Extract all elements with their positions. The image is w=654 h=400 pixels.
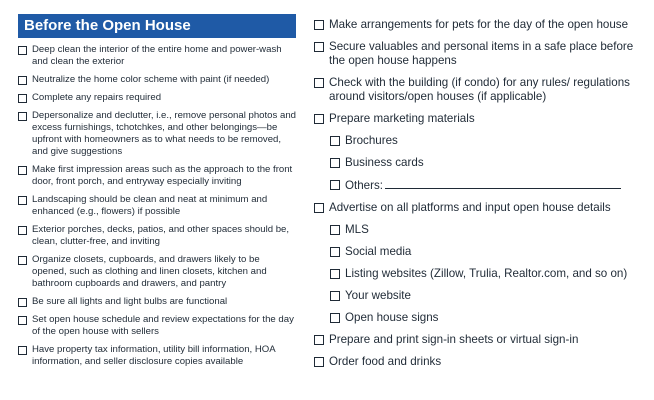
checkbox-icon[interactable]	[314, 335, 324, 345]
checklist-item[interactable]: Check with the building (if condo) for any rules/ regulations around visitors/open houses (if applicable)	[314, 76, 644, 104]
checklist-item[interactable]: Deep clean the interior of the entire home and power-wash and clean the exterior	[18, 44, 296, 68]
checklist-item[interactable]: Be sure all lights and light bulbs are functional	[18, 296, 296, 308]
checklist-item[interactable]: Make arrangements for pets for the day of the open house	[314, 18, 644, 32]
checklist-item[interactable]: Landscaping should be clean and neat at minimum and enhanced (e.g., flowers) if possible	[18, 194, 296, 218]
checklist-item[interactable]: Organize closets, cupboards, and drawers likely to be opened, such as clothing and linen closets, kitchen and bathroom cupboards and drawers, and pantry	[18, 254, 296, 290]
checklist-item[interactable]: Prepare marketing materials	[314, 112, 644, 126]
sub-checklist-item[interactable]: Brochures	[330, 134, 644, 148]
checklist-item[interactable]: Exterior porches, decks, patios, and other spaces should be, clean, clutter-free, and inviting	[18, 224, 296, 248]
others-fill-in-line[interactable]	[385, 178, 621, 189]
checklist-item[interactable]: Depersonalize and declutter, i.e., remove personal photos and excess furnishings, tchotchkes, and other belongings—be upfront with homeowners as to what needs to be removed, and give suggestions	[18, 110, 296, 158]
checklist-item[interactable]: Neutralize the home color scheme with paint (if needed)	[18, 74, 296, 86]
checkbox-icon[interactable]	[314, 78, 324, 88]
checklist-item[interactable]: Have property tax information, utility bill information, HOA information, and seller disclosure copies available	[18, 344, 296, 368]
checkbox-icon[interactable]	[330, 291, 340, 301]
checkbox-icon[interactable]	[330, 247, 340, 257]
checkbox-icon[interactable]	[314, 357, 324, 367]
checklist-item[interactable]: Make first impression areas such as the approach to the front door, front porch, and entryway especially inviting	[18, 164, 296, 188]
sub-checklist-item-others[interactable]: Others:	[330, 178, 644, 193]
before-open-house-column	[18, 14, 296, 374]
checklist-item[interactable]: Set open house schedule and review expectations for the day of the open house with sellers	[18, 314, 296, 338]
sub-checklist-item[interactable]: Listing websites (Zillow, Trulia, Realtor.com, and so on)	[330, 267, 644, 281]
checkbox-icon[interactable]	[18, 298, 27, 307]
checklist-item[interactable]: Advertise on all platforms and input open house details	[314, 201, 644, 215]
checkbox-icon[interactable]	[18, 94, 27, 103]
section-title: Before the Open House	[18, 14, 296, 38]
checkbox-icon[interactable]	[18, 112, 27, 121]
checklist-item[interactable]: Complete any repairs required	[18, 92, 296, 104]
checkbox-icon[interactable]	[330, 180, 340, 190]
sub-checklist-item[interactable]: Your website	[330, 289, 644, 303]
checkbox-icon[interactable]	[330, 269, 340, 279]
checkbox-icon[interactable]	[314, 20, 324, 30]
checkbox-icon[interactable]	[314, 42, 324, 52]
checkbox-icon[interactable]	[18, 346, 27, 355]
checkbox-icon[interactable]	[330, 158, 340, 168]
checkbox-icon[interactable]	[330, 136, 340, 146]
checkbox-icon[interactable]	[314, 114, 324, 124]
sub-checklist-item[interactable]: Social media	[330, 245, 644, 259]
checkbox-icon[interactable]	[18, 316, 27, 325]
checkbox-icon[interactable]	[18, 226, 27, 235]
checklist-item[interactable]: Prepare and print sign-in sheets or virtual sign-in	[314, 333, 644, 347]
sub-checklist-item[interactable]: Business cards	[330, 156, 644, 170]
checkbox-icon[interactable]	[18, 196, 27, 205]
checkbox-icon[interactable]	[330, 313, 340, 323]
checkbox-icon[interactable]	[18, 46, 27, 55]
sub-checklist-item[interactable]: Open house signs	[330, 311, 644, 325]
checklist-item[interactable]: Secure valuables and personal items in a safe place before the open house happens	[314, 40, 644, 68]
checklist-item[interactable]: Order food and drinks	[314, 355, 644, 369]
checkbox-icon[interactable]	[18, 256, 27, 265]
right-checklist-column	[314, 18, 644, 377]
sub-checklist-item[interactable]: MLS	[330, 223, 644, 237]
checkbox-icon[interactable]	[18, 166, 27, 175]
checkbox-icon[interactable]	[314, 203, 324, 213]
checkbox-icon[interactable]	[18, 76, 27, 85]
checkbox-icon[interactable]	[330, 225, 340, 235]
